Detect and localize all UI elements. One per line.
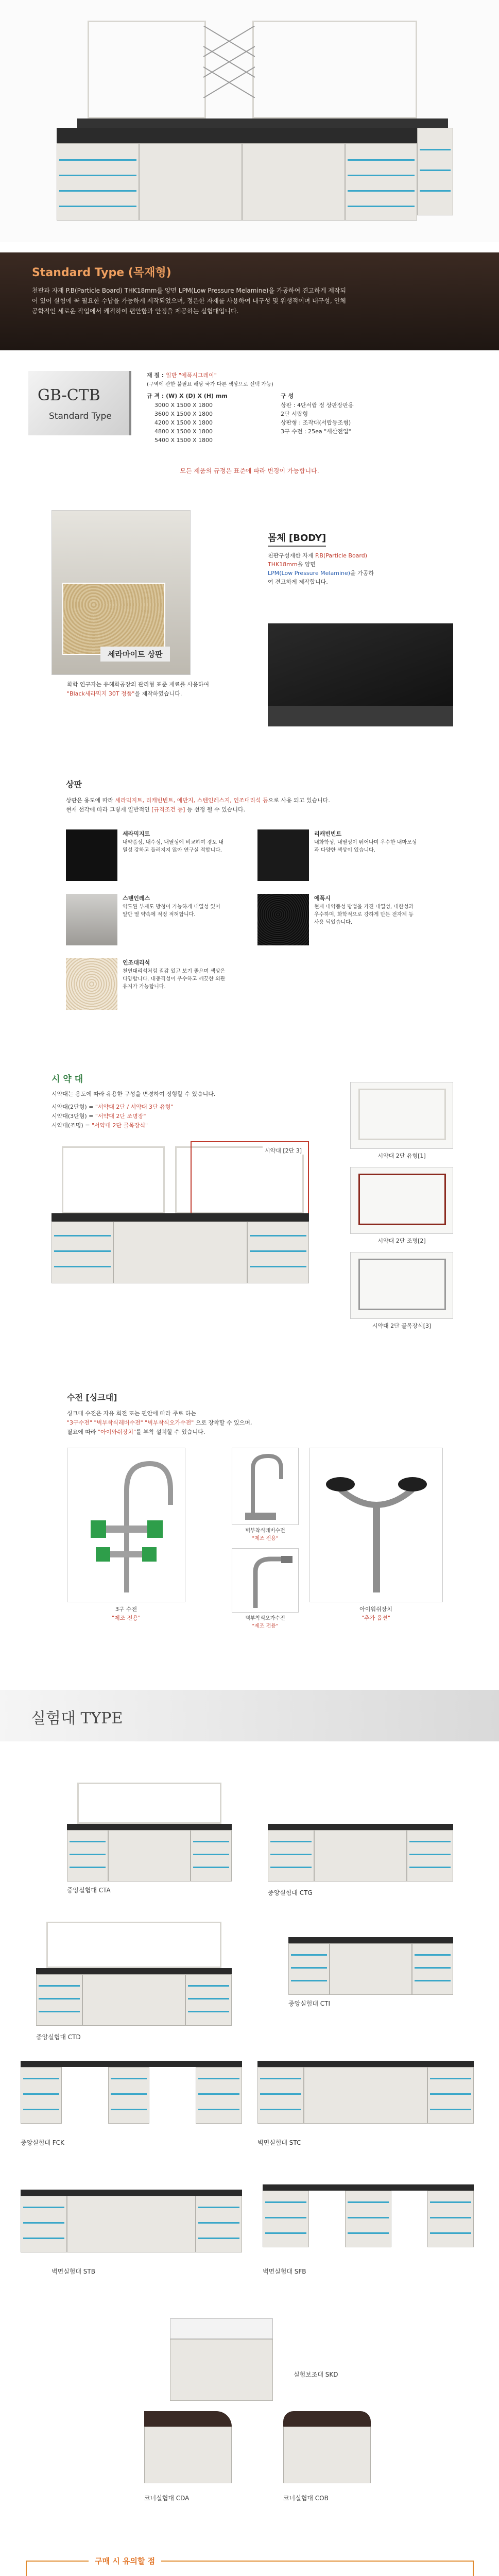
- model-code: GB-CTB: [38, 386, 100, 404]
- type-card-ctd: [36, 1922, 232, 2045]
- shelf-option-value: "서약대 2단 / 서약대 3단 유형": [95, 1104, 174, 1110]
- shelf-heading: 시 약 대: [51, 1074, 83, 1084]
- material-text: 내화학성, 내열성이 뛰어나며 우수한 내마모성과 다양한 색상이 있습니다.: [314, 840, 417, 853]
- shelf-option-image: [350, 1082, 453, 1149]
- body-hl2: THK18mm: [268, 561, 298, 568]
- model-sub: Standard Type: [49, 411, 112, 421]
- composition-list: [281, 401, 354, 436]
- types-section: [0, 1690, 499, 2519]
- standard-banner: [0, 252, 499, 350]
- size-item: 5400 X 1500 X 1800: [154, 437, 213, 444]
- material-text: 내약품성, 내수성, 내열성에 비교하여 경도 내열성 강하고 들러지지 않아 연구실 적합니다.: [123, 840, 224, 853]
- type-label: 중앙실험대 FCK: [21, 2139, 64, 2146]
- shelf-option-image: [350, 1252, 453, 1319]
- type-label: 중앙실험대 CTA: [67, 1887, 111, 1894]
- top-types: 세라믹지트, 리캐빈빈트, 에반지, 스텐인레스지, 인조대리석 등: [115, 797, 268, 804]
- notice-title: 구매 시 유의할 점: [89, 2555, 161, 2566]
- notice-box: [26, 2556, 474, 2576]
- composition-item: 상판형 : 조작대(서랍등조형): [281, 419, 351, 426]
- type-label: 실험보조대 SKD: [294, 2371, 338, 2378]
- material-text: 천연대리석처럼 질감 있고 보기 좋으며 색상은 다양합니다. 내충격성이 우수하고 깨끗한 외관 유지가 가능합니다.: [123, 969, 226, 990]
- type-card-cti: [288, 1937, 453, 2025]
- size-item: 4800 X 1500 X 1800: [154, 428, 213, 435]
- type-label: 벽면실험대 STC: [257, 2139, 301, 2146]
- type-card-stb: [21, 2190, 242, 2293]
- corner-top: [283, 2411, 371, 2427]
- composition-item: 2단 서랍형: [281, 411, 308, 417]
- top-desc2: 으로 사용 되고 있습니다.: [268, 797, 330, 804]
- faucet-caption: 벽부착식오가수전: [245, 1616, 285, 1621]
- faucet-caption: 3구 수전: [115, 1606, 137, 1613]
- sink-line2-c: "벽부착식오가수전": [143, 1419, 194, 1426]
- material-swatch: [66, 829, 117, 881]
- ceramite-heading: 세라마이트 상판: [100, 647, 170, 662]
- type-label: 중앙실험대 CTD: [36, 2033, 81, 2041]
- hero-cabinet-mid-right: [242, 143, 345, 221]
- type-card-sfb: [263, 2184, 474, 2293]
- ceramite-line2: 을 제작하였습니다.: [134, 690, 182, 697]
- eyewash-caption-sub: "추가 옵션": [361, 1615, 391, 1621]
- material-name: 스텐인레스: [123, 895, 150, 902]
- hero-lattice: [203, 26, 255, 98]
- shelf-option-label: 시약대(조명) =: [51, 1122, 92, 1129]
- faucet-3way-image: [67, 1448, 185, 1602]
- hero-cabinet-right: [345, 143, 417, 221]
- shelf-option-value: "서약대 2단 조명장": [95, 1113, 146, 1120]
- top-section: [0, 773, 499, 1015]
- top-highlight: [규격조건 등]: [151, 806, 185, 813]
- material-value: 일반 "에폭시그레이": [166, 372, 217, 379]
- hero-bench-top-front: [57, 128, 417, 143]
- sink-line3-b: "아이와쉬장치": [98, 1429, 136, 1435]
- model-badge: [28, 371, 131, 435]
- shelf-caption: 시약대 2단 골목장식[3]: [372, 1323, 432, 1329]
- shelf-caption: 시약대 2단 유형[1]: [377, 1153, 426, 1159]
- material-text: 현재 내약품성 방법을 가진 내열성, 내한성과 우수하며, 화학적으로 강하게 만든 전자제 등 사용 되었습니다.: [314, 904, 414, 925]
- hero-shelf-right: [252, 21, 417, 118]
- sink-line3-a: 필요에 따라: [67, 1429, 98, 1435]
- faucet-pullout-image: [232, 1548, 299, 1613]
- ceramite-section: [0, 618, 499, 773]
- hero-shelf-left: [88, 21, 206, 118]
- material-card: [257, 894, 427, 951]
- material-card: [257, 829, 427, 886]
- shelf-option-label: 시약대(3단형) =: [51, 1113, 95, 1120]
- sink-heading: 수전 [싱크대]: [67, 1393, 117, 1402]
- faucet-caption-sub: "제조 전용": [252, 1623, 279, 1629]
- body-hl1: P.B(Particle Board): [315, 552, 368, 559]
- material-swatch: [66, 894, 117, 945]
- type-label: 중앙실험대 CTG: [268, 1889, 313, 1896]
- types-heading: 실험대 TYPE: [0, 1690, 499, 1741]
- hero-cabinet-mid-left: [139, 143, 242, 221]
- material-name: 리캐빈빈트: [314, 831, 342, 837]
- eyewash-icon: [309, 1448, 443, 1603]
- material-card: [66, 958, 236, 1015]
- sink-line2-d: 으로 장착할 수 있으며,: [194, 1419, 252, 1426]
- sink-basin: [170, 2318, 273, 2339]
- shelf-caption: 시약대 2단 조명[2]: [377, 1238, 426, 1244]
- faucet-caption-sub: "제조 전용": [111, 1615, 141, 1621]
- sink-line2-b: "벽부착식레버수전": [94, 1419, 143, 1426]
- type-card-cta: [67, 1783, 232, 1896]
- shelf-section: [0, 1030, 499, 1340]
- standard-title: Standard Type (목재형): [32, 266, 171, 279]
- material-card: [66, 829, 236, 886]
- hero-cabinet-left: [57, 143, 139, 221]
- corner-top: [144, 2411, 232, 2427]
- material-note: (구역에 관한 불필요 해당 국가 다른 색상으로 선택 가능): [147, 382, 273, 387]
- top-heading: 상판: [66, 779, 82, 789]
- material-card: [66, 894, 236, 951]
- top-desc1: 상판은 용도에 따라: [66, 797, 115, 804]
- hero-bench-top-back: [77, 118, 448, 128]
- size-list: [154, 401, 213, 445]
- type-card-fck: [21, 2061, 242, 2164]
- sink-line3-c: 를 부착 설치할 수 있습니다.: [136, 1429, 205, 1435]
- material-swatch: [257, 829, 309, 881]
- size-item: 4200 X 1500 X 1800: [154, 419, 213, 426]
- faucet-icon: [67, 1448, 186, 1603]
- shelf-bench-photo: [51, 1146, 314, 1296]
- material-swatch: [257, 894, 309, 945]
- body-text3: 을 가공하여 견고하게 제작합니다.: [268, 570, 374, 585]
- size-item: 3600 X 1500 X 1800: [154, 411, 213, 417]
- shelf-option-image: [350, 1167, 453, 1234]
- pullout-faucet-icon: [232, 1549, 299, 1613]
- composition-label: 구 성: [281, 393, 294, 399]
- shelf-option-value: "서약대 2단 골목장식": [91, 1122, 148, 1129]
- sink-line1: 싱크대 수전은 자유 회전 또는 편안에 따라 주로 하는: [67, 1410, 197, 1417]
- model-spec: [0, 361, 499, 484]
- ceramite-line1: 화학 연구자는 유해화공장의 관리형 표준 재료를 사용하여: [67, 681, 210, 688]
- composition-item: 3구 수전 : 25ea "새산전업": [281, 428, 351, 435]
- top-desc4: 등 선정 될 수 있습니다.: [185, 806, 246, 813]
- type-card-coa: [134, 2411, 247, 2514]
- type-card-stc: [257, 2061, 474, 2164]
- top-desc3: 현재 선각에 따라 그렇게 일반적인: [66, 806, 152, 813]
- standard-desc: 천판과 자재 P.B(Particle Board) THK18mm를 양면 LPM(Low Pressure Melamine)을 가공하여 견고하게 제작되어 있어 실험에 꼭 필요한 수납을 가능하게 제작되었으며, 정은한 자재를 사용하여 내구성 및 위생적이며 내구성, 인체공학적인 세로운 작업에서 쾌적하여 편안함과 안정을 제공하는 실험대입니다.: [32, 287, 346, 315]
- material-name: 세라믹지트: [123, 831, 150, 837]
- type-label: 코너실험대 CDA: [144, 2495, 190, 2502]
- notice-section: [0, 2555, 499, 2576]
- type-label: 벽면실험대 STB: [51, 2268, 95, 2275]
- material-text: 약도된 부재도 방청이 가능하게 내열성 있어 알반 열 약속에 적정 적혀합니다.: [123, 904, 220, 918]
- type-card-ctg: [268, 1824, 453, 1906]
- shelf-option-label: 시약대(2단형) =: [51, 1104, 95, 1110]
- shelf-callout: 시약대 [2단 3]: [263, 1146, 304, 1155]
- size-label: 규 격 : (W) X (D) X (H) mm: [147, 393, 228, 399]
- eyewash-caption: 아이워쉬장치: [359, 1606, 392, 1613]
- ceramite-highlight: "Black세라믹지 30T 정품": [67, 690, 135, 697]
- shelf-intro: 시약대는 용도에 따라 유용한 구성을 변경하여 정형할 수 있습니다.: [51, 1091, 216, 1097]
- hero-cabinet-back-right: [417, 128, 453, 215]
- body-text1: 천판구성재한 자재: [268, 552, 316, 559]
- model-note: 모든 제품의 규정은 표준에 따라 변경이 가능합니다.: [180, 467, 319, 474]
- material-label: 재 질 :: [147, 372, 166, 379]
- material-name: 에폭시: [314, 895, 331, 902]
- material-swatch: [66, 958, 117, 1010]
- type-label: 중앙실험대 CTI: [288, 2000, 331, 2007]
- sink-line2-a: "3구수전": [67, 1419, 94, 1426]
- eyewash-image: [309, 1448, 443, 1602]
- faucet-caption-sub: "제조 전용": [252, 1536, 279, 1541]
- faucet-caption: 벽부착식레버수전: [245, 1528, 285, 1534]
- body-text2: 을 양면: [297, 561, 316, 568]
- ceramite-photo: [268, 623, 453, 726]
- body-hl3: LPM(Low Pressure Melamine): [268, 570, 351, 577]
- material-name: 인조대리석: [123, 959, 150, 966]
- lever-faucet-icon: [232, 1448, 299, 1526]
- type-label: 코너실험대 COB: [283, 2495, 329, 2502]
- body-heading: 몸체 [BODY]: [268, 531, 326, 547]
- hero-section: [0, 0, 499, 242]
- size-item: 3000 X 1500 X 1800: [154, 402, 213, 409]
- sink-section: [0, 1360, 499, 1680]
- type-card-skd: [170, 2308, 407, 2411]
- type-card-cob: [273, 2411, 386, 2514]
- type-label: 벽면실험대 SFB: [263, 2268, 306, 2275]
- composition-item: 상판 : 4단서랍 정 상판장판용: [281, 402, 354, 409]
- faucet-lever-image: [232, 1448, 299, 1525]
